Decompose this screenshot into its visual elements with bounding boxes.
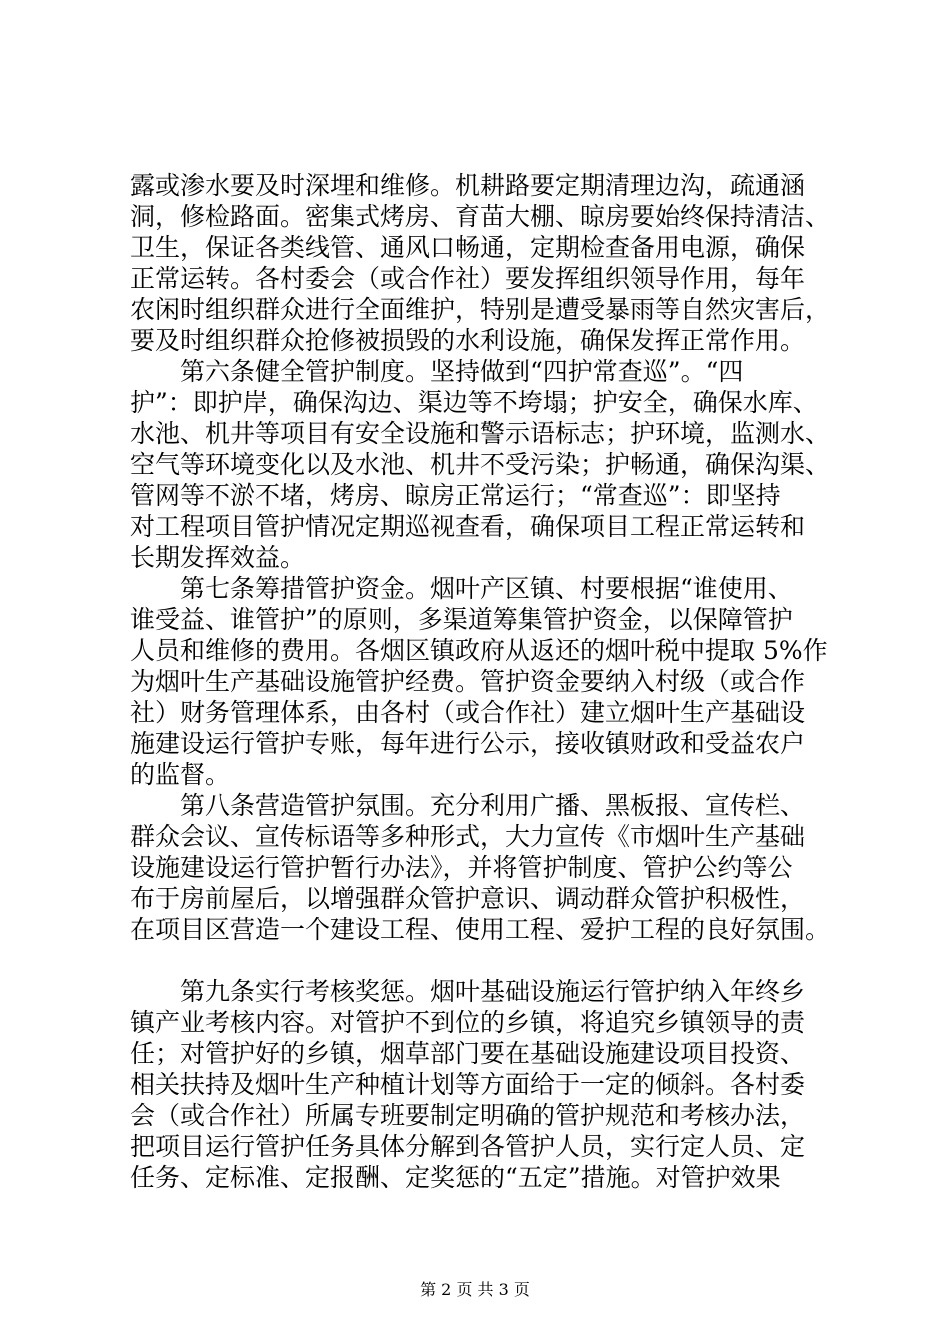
text-line: 任；对管护好的乡镇，烟草部门要在基础设施建设项目投资、	[130, 1039, 806, 1068]
text-line: 会（或合作社）所属专班要制定明确的管护规范和考核办法，	[130, 1101, 806, 1130]
paragraph-start-line: 第九条实行考核奖惩。烟叶基础设施运行管护纳入年终乡	[180, 977, 806, 1006]
text-line: 镇产业考核内容。对管护不到位的乡镇，将追究乡镇领导的责	[130, 1008, 806, 1037]
text-line: 的监督。	[130, 760, 231, 789]
text-line: 要及时组织群众抢修被损毁的水利设施，确保发挥正常作用。	[130, 326, 806, 355]
text-line: 施建设运行管护专账，每年进行公示，接收镇财政和受益农户	[130, 729, 806, 758]
text-line: 农闲时组织群众进行全面维护，特别是遭受暴雨等自然灾害后，	[130, 295, 830, 324]
text-line: 任务、定标准、定报酬、定奖惩的“五定”措施。对管护效果	[130, 1163, 781, 1192]
text-line: 在项目区营造一个建设工程、使用工程、爱护工程的良好氛围。	[130, 915, 830, 944]
text-line: 水池、机井等项目有安全设施和警示语标志；护环境，监测水、	[130, 419, 830, 448]
paragraph-start-line: 第八条营造管护氛围。充分利用广播、黑板报、宣传栏、	[180, 791, 806, 820]
text-line: 设施建设运行管护暂行办法》，并将管护制度、管护公约等公	[130, 853, 793, 882]
text-line: 露或渗水要及时深埋和维修。机耕路要定期清理边沟，疏通涵	[130, 171, 806, 200]
text-line: 洞，修检路面。密集式烤房、育苗大棚、晾房要始终保持清洁、	[130, 202, 830, 231]
page-number: 第 2 页 共 3 页	[420, 1280, 530, 1299]
text-line: 长期发挥效益。	[130, 543, 306, 572]
blank-line	[130, 945, 830, 976]
text-line: 护”：即护岸，确保沟边、渠边等不垮塌；护安全，确保水库、	[130, 388, 818, 417]
text-line: 相关扶持及烟叶生产种植计划等方面给于一定的倾斜。各村委	[130, 1070, 806, 1099]
text-line: 布于房前屋后，以增强群众管护意识、调动群众管护积极性，	[130, 884, 806, 913]
text-line: 卫生，保证各类线管、通风口畅通，定期检查备用电源，确保	[130, 233, 806, 262]
paragraph-start-line: 第七条筹措管护资金。烟叶产区镇、村要根据“谁使用、	[180, 574, 793, 603]
text-line: 为烟叶生产基础设施管护经费。管护资金要纳入村级（或合作	[130, 667, 806, 696]
text-line: 谁受益、谁管护”的原则，多渠道筹集管护资金，以保障管护	[130, 605, 793, 634]
text-line: 正常运转。各村委会（或合作社）要发挥组织领导作用，每年	[130, 264, 806, 293]
text-line: 空气等环境变化以及水池、机井不受污染；护畅通，确保沟渠、	[130, 450, 830, 479]
text-line: 社）财务管理体系，由各村（或合作社）建立烟叶生产基础设	[130, 698, 806, 727]
text-line: 把项目运行管护任务具体分解到各管护人员，实行定人员、定	[130, 1132, 806, 1161]
text-line: 管网等不淤不堵，烤房、晾房正常运行；“常查巡”：即坚持	[130, 481, 781, 510]
paragraph-start-line: 第六条健全管护制度。坚持做到“四护常查巡”。“四	[180, 357, 744, 386]
text-line: 对工程项目管护情况定期巡视查看，确保项目工程正常运转和	[130, 512, 806, 541]
text-line: 人员和维修的费用。各烟区镇政府从返还的烟叶税中提取 5%作	[130, 636, 828, 665]
document-body	[130, 170, 830, 1193]
text-line: 群众会议、宣传标语等多种形式，大力宣传《市烟叶生产基础	[130, 822, 806, 851]
